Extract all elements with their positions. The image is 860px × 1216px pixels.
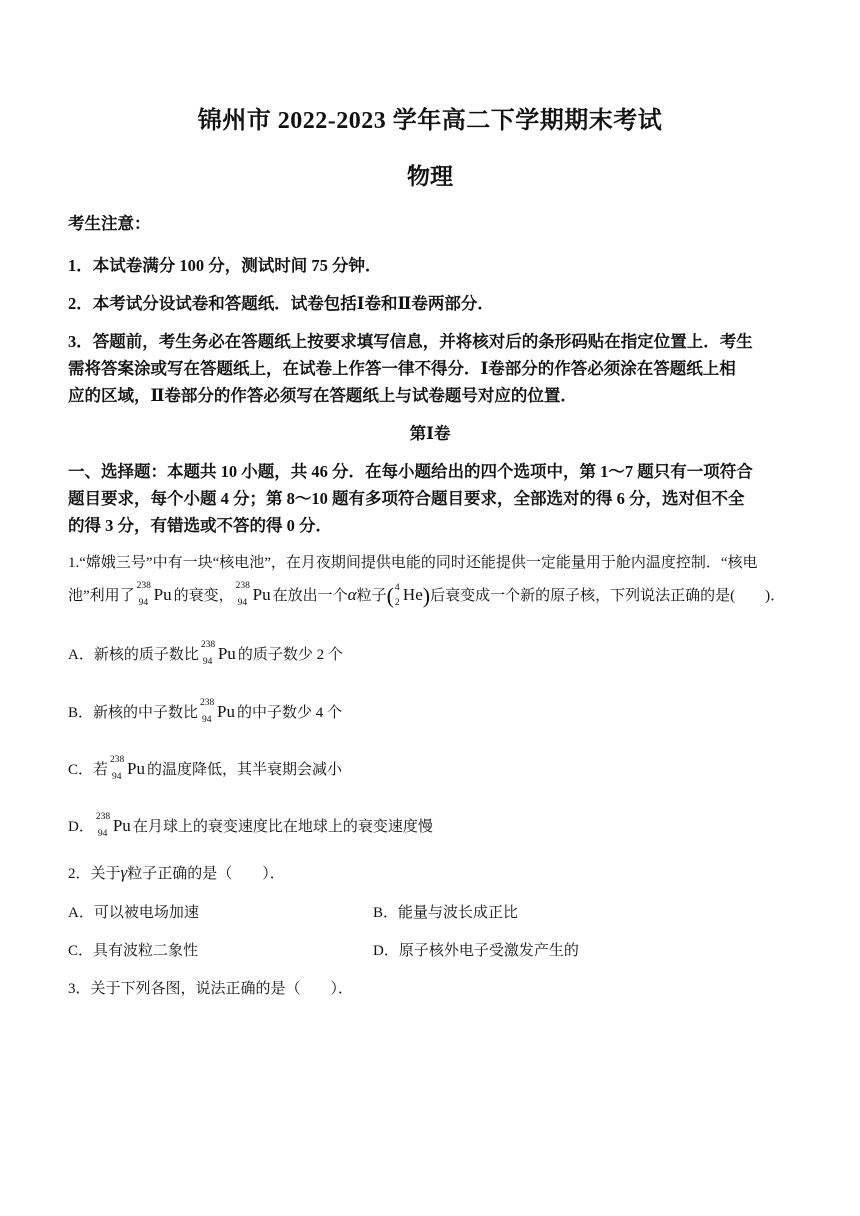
q1-option-d bbox=[68, 812, 433, 839]
pu-nuclide bbox=[200, 640, 236, 667]
q1-option-b bbox=[68, 698, 342, 725]
q1-text-e: 后衰变成一个新的原子核，下列说法正确的是( )． bbox=[430, 588, 786, 604]
q2-stem-suffix: 粒子正确的是（ ）． bbox=[127, 866, 285, 882]
notice-item-1: 1．本试卷满分 100 分，测试时间 75 分钟． bbox=[68, 256, 382, 275]
q1-stem-line2 bbox=[68, 583, 785, 609]
section-intro-line2: 题目要求，每个小题 4 分；第 8～10 题有多项符合题目要求，全部选对的得 6 分，选对但不全 bbox=[68, 489, 745, 508]
pu-nuclide bbox=[235, 581, 271, 608]
q1-text-a: 池”利用了 bbox=[68, 588, 135, 604]
pu-symbol: Pu bbox=[153, 585, 172, 604]
q1-option-d-prefix: D． bbox=[68, 819, 94, 835]
q2-option-d: D．原子核外电子受激发产生的 bbox=[373, 943, 579, 959]
pu-nuclide bbox=[110, 755, 145, 782]
q1-text-b: 的衰变， bbox=[173, 588, 234, 604]
he-symbol: He bbox=[402, 585, 423, 604]
q1-option-c-prefix: C．若 bbox=[68, 762, 109, 778]
section-title: 第Ⅰ卷 bbox=[409, 424, 451, 443]
page-title: 锦州市 2022-2023 学年高二下学期期末考试 bbox=[197, 108, 663, 134]
pu-mass-number: 238 bbox=[136, 581, 151, 591]
q1-option-c bbox=[68, 755, 342, 782]
q2-stem-prefix: 2．关于 bbox=[68, 866, 121, 882]
pu-atomic-number: 94 bbox=[202, 657, 213, 667]
alpha-symbol: α bbox=[347, 585, 357, 604]
pu-symbol: Pu bbox=[217, 702, 235, 721]
notice-item-3-line3: 应的区域，Ⅱ卷部分的作答必须写在答题纸上与试卷题号对应的位置． bbox=[68, 386, 577, 405]
left-paren: ( bbox=[386, 583, 394, 608]
section-intro-line3: 的得 3 分，有错选或不答的得 0 分． bbox=[68, 516, 332, 535]
pu-atomic-number: 94 bbox=[112, 772, 122, 782]
q1-stem-line1: 1.“嫦娥三号”中有一块“核电池”，在月夜期间提供电能的同时还能提供一定能量用于舱内温度控制．“核电 bbox=[68, 555, 758, 571]
q1-option-b-suffix: 的中子数少 4 个 bbox=[236, 705, 342, 721]
subject-title: 物理 bbox=[407, 164, 453, 189]
right-paren: ) bbox=[422, 583, 431, 608]
section-intro-line1: 一、选择题：本题共 10 小题，共 46 分．在每小题给出的四个选项中，第 1～7 题只有一项符合 bbox=[68, 462, 753, 481]
q1-text-d: 粒子 bbox=[356, 588, 387, 604]
pu-mass-number: 238 bbox=[110, 755, 125, 765]
q1-option-b-prefix: B．新核的中子数比 bbox=[68, 705, 199, 721]
pu-mass-number: 238 bbox=[200, 698, 215, 708]
notice-item-3-line1: 3．答题前，考生务必在答题纸上按要求填写信息，并将核对后的条形码贴在指定位置上．考生 bbox=[68, 332, 753, 351]
pu-atomic-number: 94 bbox=[97, 829, 108, 839]
notice-heading: 考生注意： bbox=[68, 214, 151, 233]
q1-option-d-suffix: 在月球上的衰变速度比在地球上的衰变速度慢 bbox=[132, 819, 433, 835]
pu-nuclide bbox=[200, 698, 235, 725]
pu-symbol: Pu bbox=[217, 644, 236, 663]
q2-option-c: C．具有波粒二象性 bbox=[68, 943, 199, 959]
q1-option-a-prefix: A．新核的质子数比 bbox=[68, 647, 199, 663]
q1-text-c: 在放出一个 bbox=[272, 588, 348, 604]
pu-symbol: Pu bbox=[112, 816, 131, 835]
q1-option-c-suffix: 的温度降低，其半衰期会减小 bbox=[146, 762, 342, 778]
pu-atomic-number: 94 bbox=[237, 598, 248, 608]
notice-item-2: 2．本考试分设试卷和答题纸．试卷包括Ⅰ卷和Ⅱ卷两部分． bbox=[68, 294, 494, 313]
q3-stem: 3．关于下列各图，说法正确的是（ ）． bbox=[68, 981, 354, 997]
notice-item-3-line2: 需将答案涂或写在答题纸上，在试卷上作答一律不得分．Ⅰ卷部分的作答必须涂在答题纸上相 bbox=[68, 359, 736, 378]
pu-nuclide bbox=[95, 812, 131, 839]
he-mass-number: 4 bbox=[394, 583, 400, 593]
pu-symbol: Pu bbox=[127, 759, 145, 778]
he-atomic-number: 2 bbox=[394, 598, 400, 608]
pu-atomic-number: 94 bbox=[138, 598, 149, 608]
q1-option-a-suffix: 的质子数少 2 个 bbox=[237, 647, 343, 663]
q2-option-a: A．可以被电场加速 bbox=[68, 905, 199, 921]
he-nuclide bbox=[394, 583, 423, 608]
q2-stem bbox=[68, 862, 285, 883]
pu-mass-number: 238 bbox=[200, 640, 216, 650]
q1-option-a bbox=[68, 640, 343, 667]
pu-nuclide bbox=[136, 581, 172, 608]
pu-mass-number: 238 bbox=[235, 581, 250, 591]
q2-option-b: B．能量与波长成正比 bbox=[373, 905, 519, 921]
pu-symbol: Pu bbox=[252, 585, 271, 604]
gamma-symbol: γ bbox=[120, 863, 128, 882]
pu-atomic-number: 94 bbox=[202, 715, 212, 725]
pu-mass-number: 238 bbox=[95, 812, 111, 822]
